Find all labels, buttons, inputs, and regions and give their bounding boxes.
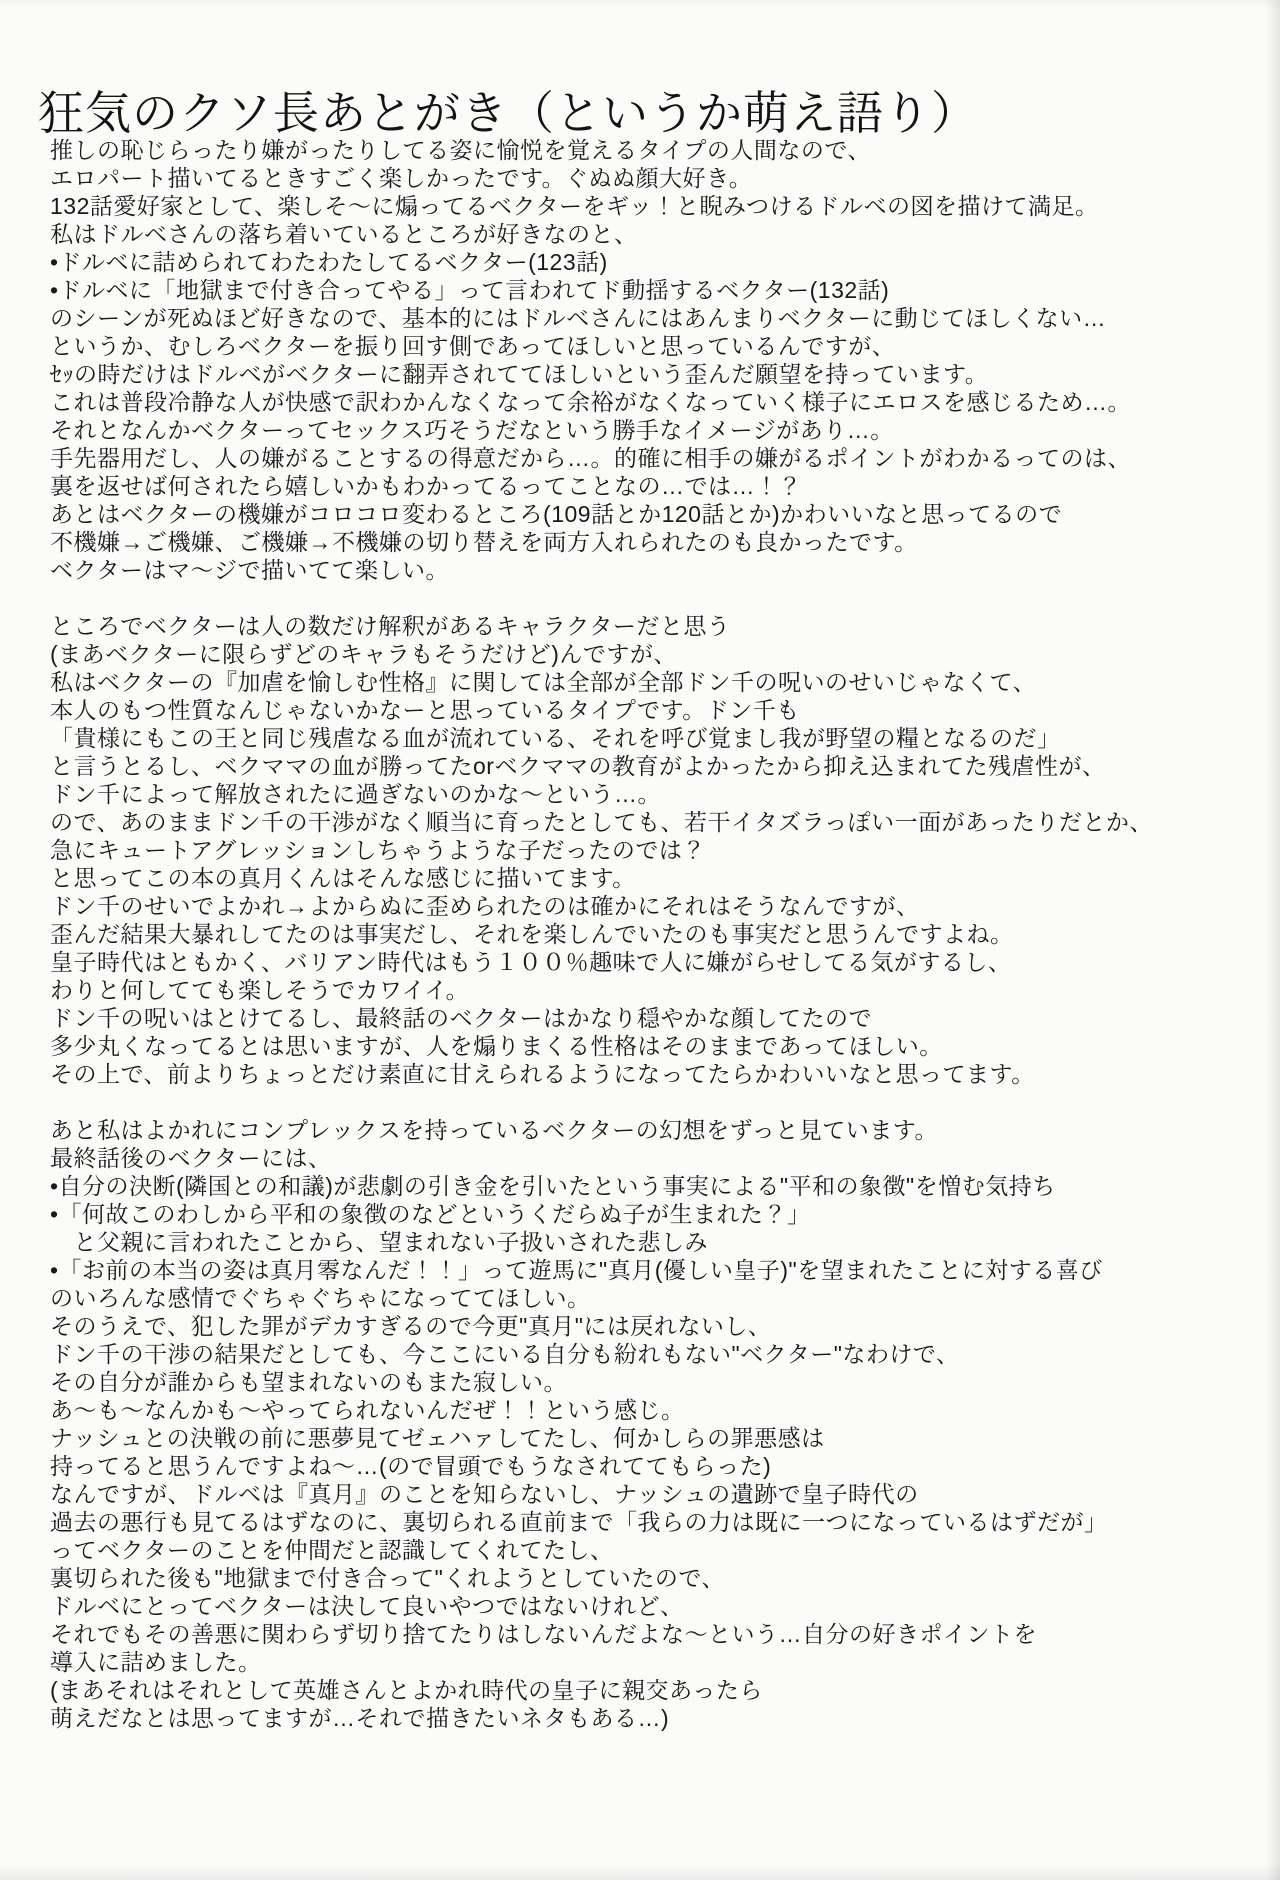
text-line: ドン千の干渉の結果だとしても、今ここにいる自分も紛れもない"ベクター"なわけで、 xyxy=(50,1341,960,1367)
text-line: のシーンが死ぬほど好きなので、基本的にはドルベさんにはあんまりベクターに動じてほしくない… xyxy=(50,305,1107,331)
text-line: と思ってこの本の真月くんはそんな感じに描いてます。 xyxy=(50,865,636,891)
text-line: 不機嫌→ご機嫌、ご機嫌→不機嫌の切り替えを両方入れられたのも良かったです。 xyxy=(50,529,918,555)
text-line: 導入に詰めました。 xyxy=(50,1649,262,1675)
text-line: あと私はよかれにコンプレックスを持っているベクターの幻想をずっと見ています。 xyxy=(50,1117,938,1143)
text-line: •ドルベに「地獄まで付き合ってやる」って言われてド動揺するベクター(132話) xyxy=(50,277,890,303)
text-line: 萌えだなとは思ってますが…それで描きたいネタもある…) xyxy=(50,1705,670,1731)
text-line: 歪んだ結果大暴れしてたのは事実だし、それを楽しんでいたのも事実だと思うんですよね。 xyxy=(50,921,1014,947)
text-line: それとなんかベクターってセックス巧そうだなという勝手なイメージがあり…。 xyxy=(50,417,894,443)
text-line: 132話愛好家として、楽しそ～に煽ってるベクターをギッ！と睨みつけるドルベの図を描けて満足。 xyxy=(50,193,1099,219)
text-line: 持ってると思うんですよね～…(ので冒頭でもうなされててもらった) xyxy=(50,1453,772,1479)
paragraph xyxy=(50,136,1266,584)
text-line: (まあそれはそれとして英雄さんとよかれ時代の皇子に親交あったら xyxy=(50,1677,763,1703)
text-line: ドルベにとってベクターは決して良いやつではないけれど、 xyxy=(50,1593,684,1619)
text-line: 裏を返せば何されたら嬉しいかもわかってるってことなの…では…！？ xyxy=(50,473,802,499)
afterword-body xyxy=(50,136,1266,1760)
text-line: 多少丸くなってるとは思いますが、人を煽りまくる性格はそのままであってほしい。 xyxy=(50,1033,943,1059)
page-title: 狂気のクソ長あとがき（というか萌え語り） xyxy=(38,87,978,139)
text-line: 推しの恥じらったり嫌がったりしてる姿に愉悦を覚えるタイプの人間なので、 xyxy=(50,137,871,163)
text-line: 「貴様にもこの王と同じ残虐なる血が流れている、それを呼び覚まし我が野望の糧となるのだ」 xyxy=(50,725,1061,751)
text-line: ドン千の呪いはとけてるし、最終話のベクターはかなり穏やかな顔してたので xyxy=(50,1005,873,1031)
text-line: 本人のもつ性質なんじゃないかなーと思っているタイプです。ドン千も xyxy=(50,697,800,723)
text-line: と父親に言われたことから、望まれない子扱いされた悲しみ xyxy=(50,1229,708,1255)
text-line: これは普段冷静な人が快感で訳わかんなくなって余裕がなくなっていく様子にエロスを感じるため…。 xyxy=(50,389,1131,415)
text-line: 私はベクターの『加虐を愉しむ性格』に関しては全部が全部ドン千の呪いのせいじゃなくて、 xyxy=(50,669,1037,695)
text-line: わりと何してても楽しそうでカワイイ。 xyxy=(50,977,470,1003)
text-line: ドン千のせいでよかれ→よからぬに歪められたのは確かにそれはそうなんですが、 xyxy=(50,893,920,919)
text-line: エロパート描いてるときすごく楽しかったです。ぐぬぬ顔大好き。 xyxy=(50,165,753,191)
text-line: •「お前の本当の姿は真月零なんだ！！」って遊馬に"真月(優しい皇子)"を望まれたことに対する喜び xyxy=(50,1257,1103,1283)
text-line: ってベクターのことを仲間だと認識してくれてたし、 xyxy=(50,1537,614,1563)
text-line: というか、むしろベクターを振り回す側であってほしいと思っているんですが、 xyxy=(50,333,896,359)
text-line: その自分が誰からも望まれないのもまた寂しい。 xyxy=(50,1369,567,1395)
text-line: ベクターはマ～ジで描いてて楽しい。 xyxy=(50,557,450,583)
text-line: ナッシュとの決戦の前に悪夢見てゼェハァしてたし、何かしらの罪悪感は xyxy=(50,1425,825,1451)
text-line: 裏切られた後も"地獄まで付き合って"くれようとしていたので、 xyxy=(50,1565,725,1591)
paragraph xyxy=(50,1116,1266,1732)
text-line: •ドルベに詰められてわたわたしてるベクター(123話) xyxy=(50,249,608,275)
text-line: 皇子時代はともかく、バリアン時代はもう１００％趣味で人に嫌がらせしてる気がするし、 xyxy=(50,949,1012,975)
text-line: 最終話後のベクターには、 xyxy=(50,1145,332,1171)
text-line: 急にキュートアグレッションしちゃうような子だったのでは？ xyxy=(50,837,706,863)
text-line: ｾｯの時だけはドルベがベクターに翻弄されててほしいという歪んだ願望を持っています。 xyxy=(50,361,989,387)
text-line: のいろんな感情でぐちゃぐちゃになっててほしい。 xyxy=(50,1285,591,1311)
text-line: ので、あのままドン千の干渉がなく順当に育ったとしても、若干イタズラっぽい一面があったりだとか、 xyxy=(50,809,1153,835)
text-line: その上で、前よりちょっとだけ素直に甘えられるようになってたらかわいいなと思ってます。 xyxy=(50,1061,1035,1087)
text-line: そのうえで、犯した罪がデカすぎるので今更"真月"には戻れないし、 xyxy=(50,1313,772,1339)
text-line: ところでベクターは人の数だけ解釈があるキャラクターだと思う xyxy=(50,613,731,639)
text-line: •「何故このわしから平和の象徴のなどというくだらぬ子が生まれた？」 xyxy=(50,1201,811,1227)
text-line: •自分の決断(隣国との和議)が悲劇の引き金を引いたという事実による"平和の象徴"を憎む気持ち xyxy=(50,1173,1056,1199)
text-line: 過去の悪行も見てるはずなのに、裏切られる直前まで「我らの力は既に一つになっているはずだが」 xyxy=(50,1509,1108,1535)
text-line: (まあベクターに限らずどのキャラもそうだけど)んですが、 xyxy=(50,641,677,667)
paragraph xyxy=(50,612,1266,1088)
text-line: なんですが、ドルベは『真月』のことを知らないし、ナッシュの遺跡で皇子時代の xyxy=(50,1481,919,1507)
text-line: 手先器用だし、人の嫌がることするの得意だから…。的確に相手の嫌がるポイントがわかるってのは、 xyxy=(50,445,1131,471)
text-line: と言うとるし、ベクママの血が勝ってたorベクママの教育がよかったから抑え込まれてた残虐性が、 xyxy=(50,753,1106,779)
text-line: ドン千によって解放されたに過ぎないのかな～という…。 xyxy=(50,781,661,807)
text-line: それでもその善悪に関わらず切り捨てたりはしないんだよな～という…自分の好きポイントを xyxy=(50,1621,1037,1647)
text-line: あ～も～なんかも～やってられないんだぜ！！という感じ。 xyxy=(50,1397,685,1423)
text-line: 私はドルベさんの落ち着いているところが好きなのと、 xyxy=(50,221,638,247)
text-line: あとはベクターの機嫌がコロコロ変わるところ(109話とか120話とか)かわいいなと思ってるので xyxy=(50,501,1063,527)
